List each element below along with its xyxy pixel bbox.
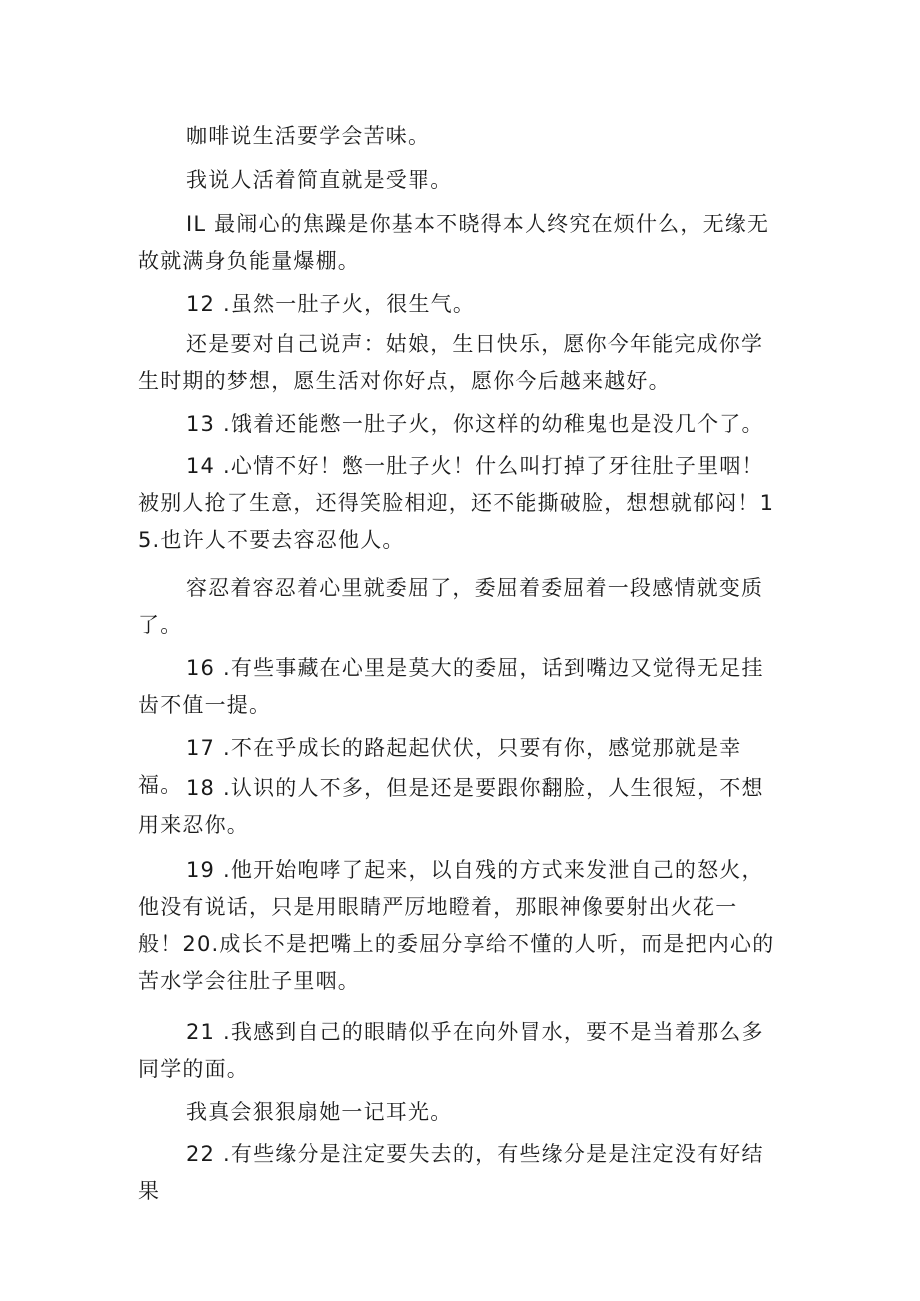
paragraph: 14 .心情不好！憋一肚子火！什么叫打掉了牙往肚子里咽！被别人抢了生意，还得笑脸相迎，还不能撕破脸，想想就郁闷！15.也许人不要去容忍他人。	[138, 454, 775, 552]
paragraph: 容忍着容忍着心里就委屈了，委屈着委屈着一段感情就变质了。	[138, 576, 764, 637]
paragraph: 12 .虽然一肚子火，很生气。	[186, 292, 476, 316]
paragraph: 18 .认识的人不多，但是还是要跟你翻脸，人生很短，不想用来忍你。	[138, 776, 764, 837]
paragraph: 17 .不在乎成长的路起起伏伏，只要有你，感觉那就是幸福。	[138, 736, 742, 797]
paragraph: 我真会狠狠扇她一记耳光。	[186, 1100, 453, 1124]
paragraph: 咖啡说生活要学会苦味。	[186, 124, 431, 148]
paragraph: IL 最闹心的焦躁是你基本不晓得本人终究在烦什么，无缘无故就满身负能量爆棚。	[138, 212, 770, 273]
paragraph: 22 .有些缘分是注定要失去的，有些缘分是是注定没有好结果	[138, 1142, 764, 1203]
paragraph: 16 .有些事藏在心里是莫大的委屈，话到嘴边又觉得无足挂齿不值一提。	[138, 656, 764, 717]
paragraph: 我说人活着简直就是受罪。	[186, 168, 453, 192]
paragraph: 还是要对自己说声：姑娘，生日快乐，愿你今年能完成你学生时期的梦想，愿生活对你好点，愿你今后越来越好。	[138, 332, 764, 393]
paragraph: 13 .饿着还能憋一肚子火，你这样的幼稚鬼也是没几个了。	[186, 412, 764, 436]
paragraph: 21 .我感到自己的眼睛似乎在向外冒水，要不是当着那么多同学的面。	[138, 1020, 764, 1081]
paragraph: 19 .他开始咆哮了起来，以自残的方式来发泄自己的怒火，他没有说话，只是用眼睛严厉地瞪着，那眼神像要射出火花一般！20.成长不是把嘴上的委屈分享给不懂的人听，而是把内心的苦水学会往肚子里咽。	[138, 858, 775, 993]
